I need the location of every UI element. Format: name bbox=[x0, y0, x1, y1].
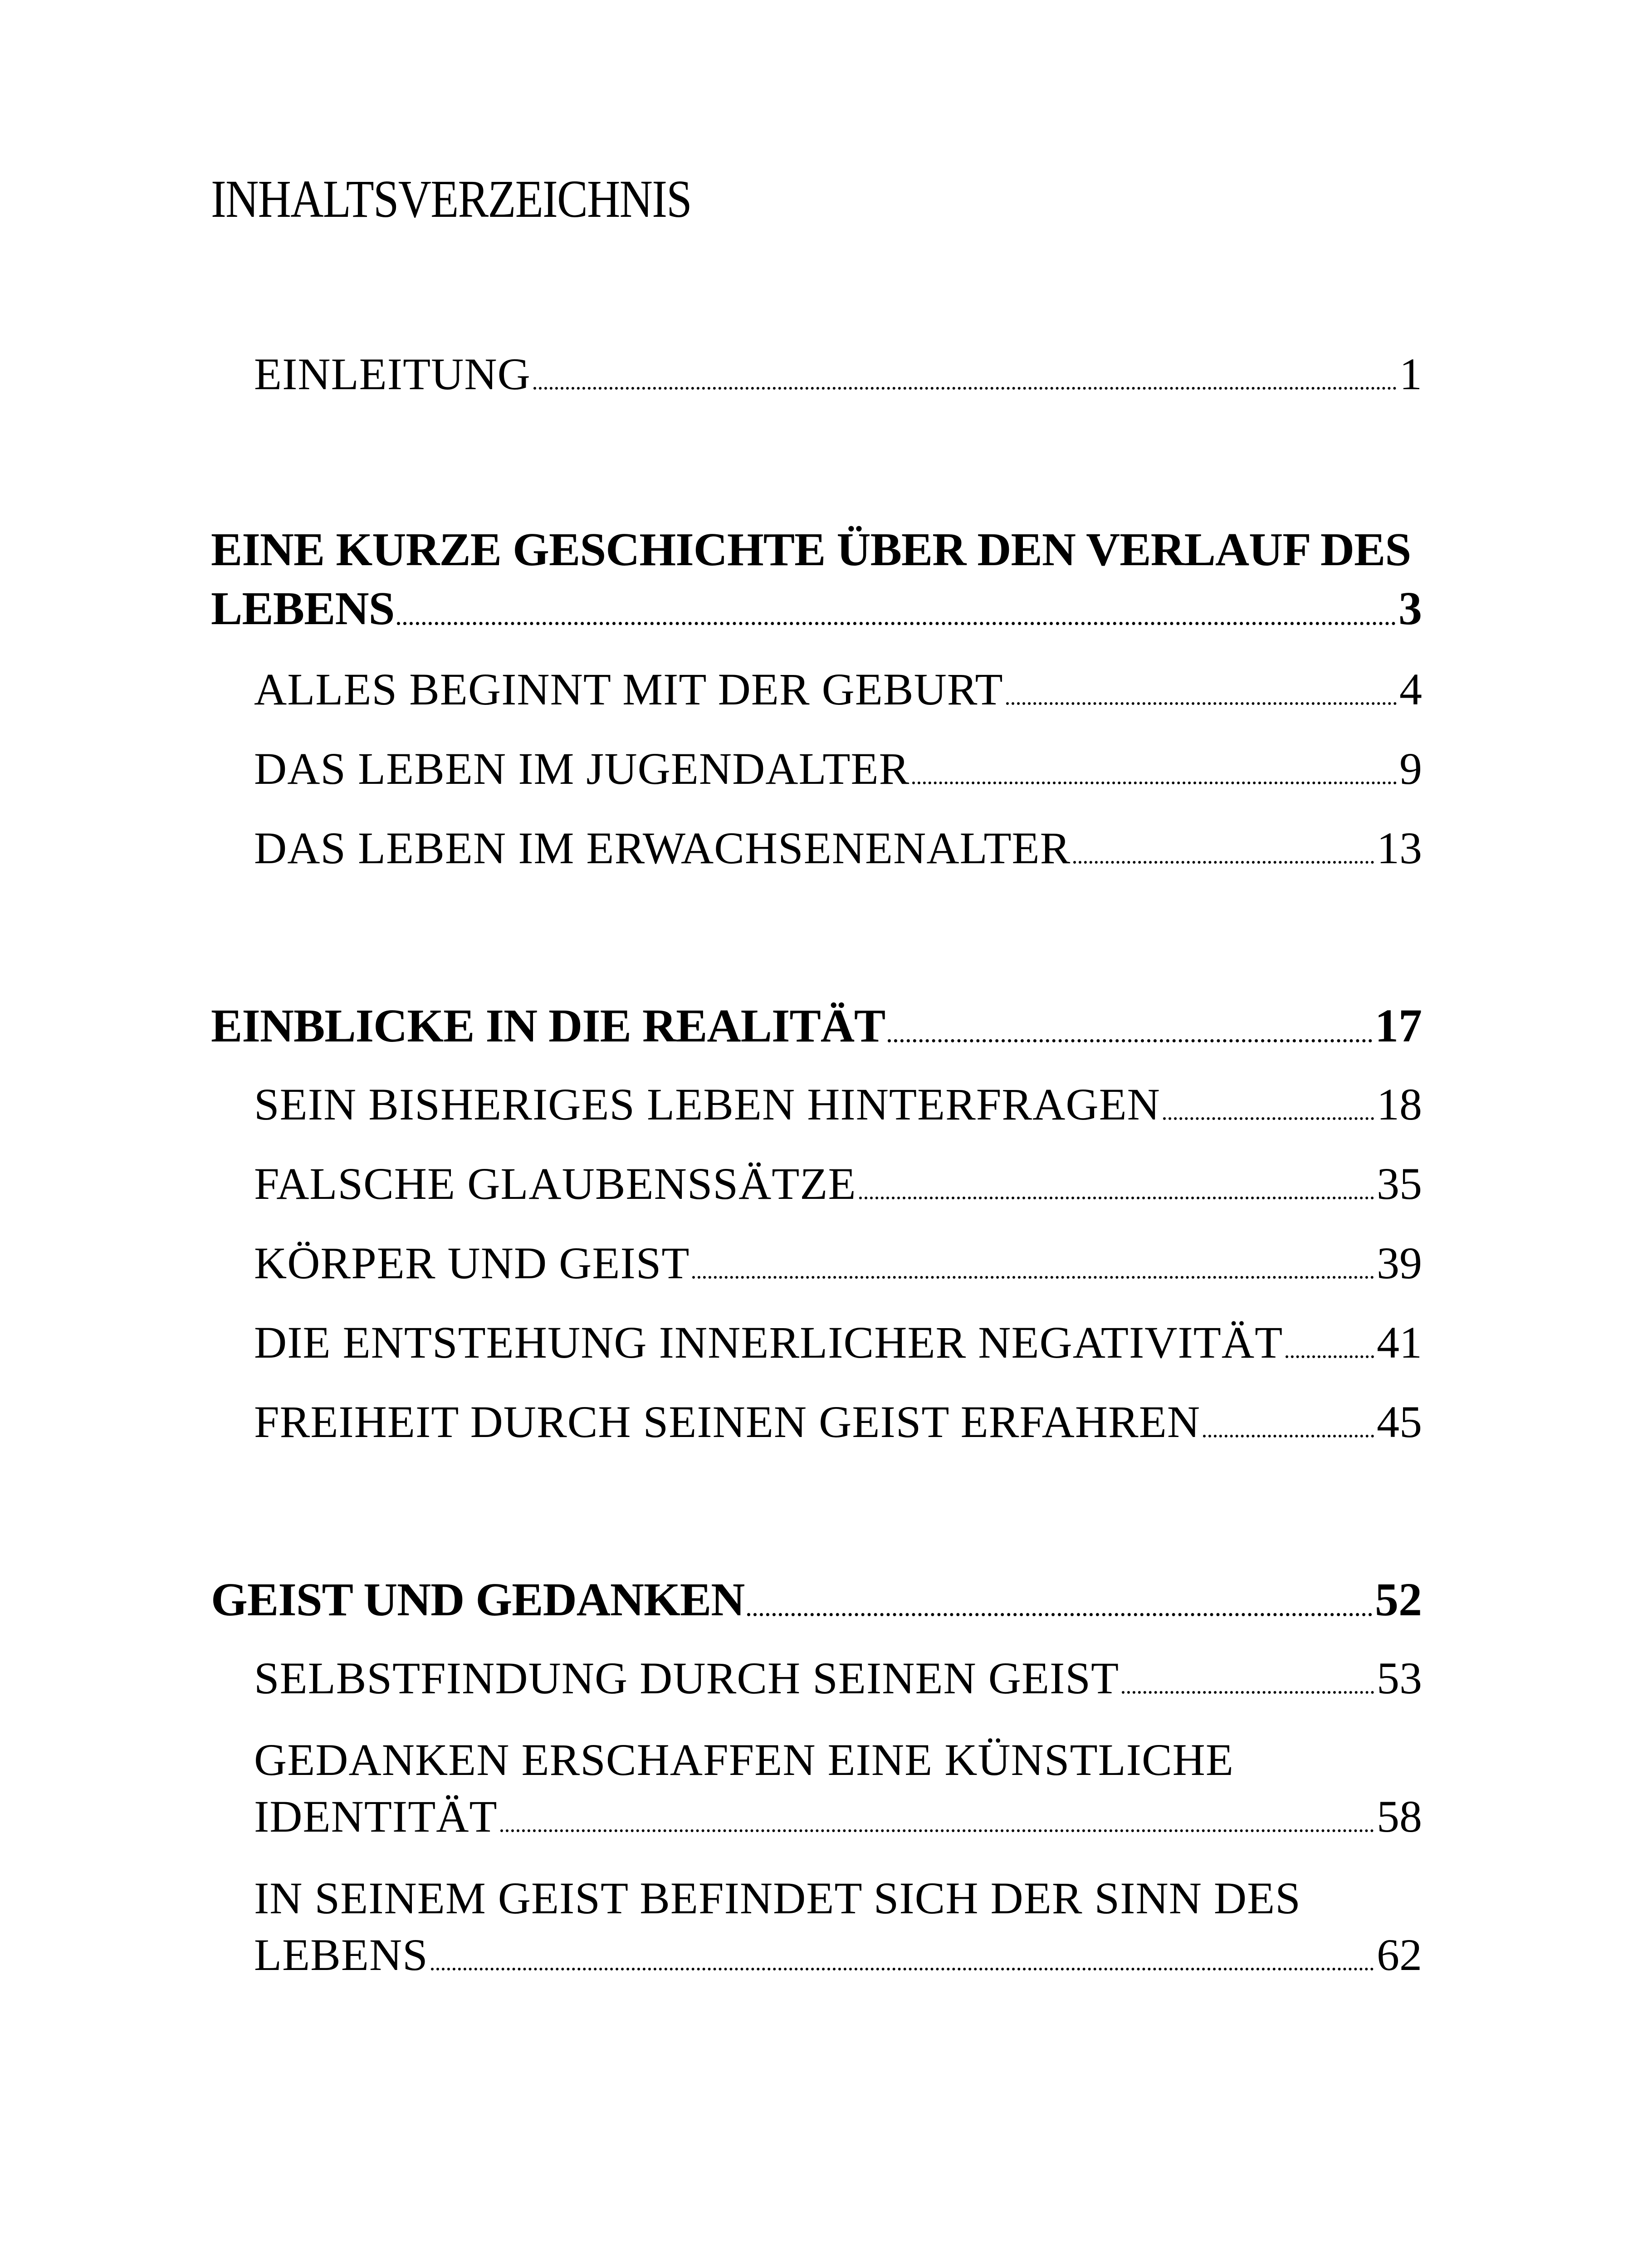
toc-entry-label: KÖRPER UND GEIST bbox=[254, 1238, 690, 1288]
toc-entry-label: SEIN BISHERIGES LEBEN HINTERFRAGEN bbox=[254, 1079, 1160, 1129]
toc-entry-koerper-geist[interactable] bbox=[254, 1238, 1422, 1288]
dot-leader bbox=[1006, 702, 1397, 705]
dot-leader bbox=[1163, 1117, 1374, 1120]
dot-leader bbox=[1073, 861, 1374, 864]
toc-entry-label: GEIST UND GEDANKEN bbox=[211, 1574, 745, 1626]
toc-entry-identitaet[interactable] bbox=[254, 1791, 1422, 1842]
toc-chapter-realitaet[interactable] bbox=[211, 1002, 1422, 1050]
toc-entry-page: 62 bbox=[1377, 1930, 1422, 1980]
toc-entry-label: EINBLICKE IN DIE REALITÄT bbox=[211, 1000, 885, 1052]
dot-leader bbox=[692, 1276, 1374, 1279]
toc-entry-sinn-des-lebens[interactable] bbox=[254, 1932, 1422, 1978]
dot-leader bbox=[533, 387, 1397, 390]
dot-leader bbox=[859, 1197, 1374, 1199]
toc-entry-glaubenssaetze[interactable] bbox=[254, 1158, 1422, 1209]
toc-entry-page: 4 bbox=[1399, 664, 1422, 714]
toc-entry-label: DAS LEBEN IM ERWACHSENENALTER bbox=[254, 823, 1071, 873]
dot-leader bbox=[431, 1968, 1374, 1970]
dot-leader bbox=[1203, 1435, 1374, 1437]
toc-chapter-geist-gedanken[interactable] bbox=[211, 1574, 1422, 1626]
toc-entry-label: DAS LEBEN IM JUGENDALTER bbox=[254, 743, 910, 794]
toc-entry-label-line1: GEDANKEN ERSCHAFFEN EINE KÜNSTLICHE bbox=[254, 1735, 1234, 1785]
dot-leader bbox=[912, 782, 1397, 784]
toc-entry-label: FREIHEIT DURCH SEINEN GEIST ERFAHREN bbox=[254, 1397, 1201, 1447]
toc-entry-label: LEBENS bbox=[211, 582, 395, 635]
toc-entry-einleitung[interactable] bbox=[254, 349, 1422, 399]
toc-entry-page: 17 bbox=[1375, 1000, 1422, 1052]
toc-entry-page: 13 bbox=[1377, 823, 1422, 873]
toc-entry-page: 45 bbox=[1377, 1397, 1422, 1447]
toc-entry-hinterfragen[interactable] bbox=[254, 1079, 1422, 1129]
toc-entry-label-line1: IN SEINEM GEIST BEFINDET SICH DER SINN DES bbox=[254, 1873, 1301, 1923]
toc-entry-page: 39 bbox=[1377, 1238, 1422, 1288]
toc-entry-label: EINLEITUNG bbox=[254, 349, 531, 399]
dot-leader bbox=[1286, 1355, 1374, 1358]
toc-entry-label: LEBENS bbox=[254, 1930, 428, 1980]
toc-entry-freiheit[interactable] bbox=[254, 1399, 1422, 1445]
toc-entry-page: 9 bbox=[1399, 743, 1422, 794]
toc-entry-negativitaet[interactable] bbox=[254, 1317, 1422, 1368]
dot-leader bbox=[397, 622, 1396, 625]
toc-entry-label: SELBSTFINDUNG DURCH SEINEN GEIST bbox=[254, 1653, 1120, 1703]
toc-entry-page: 53 bbox=[1377, 1653, 1422, 1703]
toc-entry-page: 52 bbox=[1375, 1574, 1422, 1626]
toc-entry-page: 18 bbox=[1377, 1079, 1422, 1129]
toc-entry-geburt[interactable] bbox=[254, 664, 1422, 714]
toc-entry-page: 3 bbox=[1398, 582, 1422, 635]
toc-title: INHALTSVERZEICHNIS bbox=[211, 169, 692, 229]
dot-leader bbox=[500, 1829, 1374, 1832]
toc-entry-jugendalter[interactable] bbox=[254, 743, 1422, 794]
toc-entry-label: ALLES BEGINNT MIT DER GEBURT bbox=[254, 664, 1003, 714]
toc-entry-page: 41 bbox=[1377, 1317, 1422, 1368]
toc-entry-page: 58 bbox=[1377, 1791, 1422, 1842]
toc-entry-label: IDENTITÄT bbox=[254, 1791, 498, 1842]
toc-entry-erwachsenenalter[interactable] bbox=[254, 823, 1422, 873]
toc-entry-page: 1 bbox=[1399, 349, 1422, 399]
toc-chapter-geschichte[interactable] bbox=[211, 582, 1422, 635]
toc-entry-label-line1: EINE KURZE GESCHICHTE ÜBER DEN VERLAUF DES bbox=[211, 523, 1411, 576]
toc-entry-page: 35 bbox=[1377, 1158, 1422, 1209]
dot-leader bbox=[747, 1613, 1372, 1616]
toc-entry-selbstfindung[interactable] bbox=[254, 1653, 1422, 1703]
dot-leader bbox=[1122, 1691, 1374, 1694]
dot-leader bbox=[888, 1039, 1372, 1042]
toc-entry-label: FALSCHE GLAUBENSSÄTZE bbox=[254, 1158, 856, 1209]
toc-entry-label: DIE ENTSTEHUNG INNERLICHER NEGATIVITÄT bbox=[254, 1317, 1283, 1368]
